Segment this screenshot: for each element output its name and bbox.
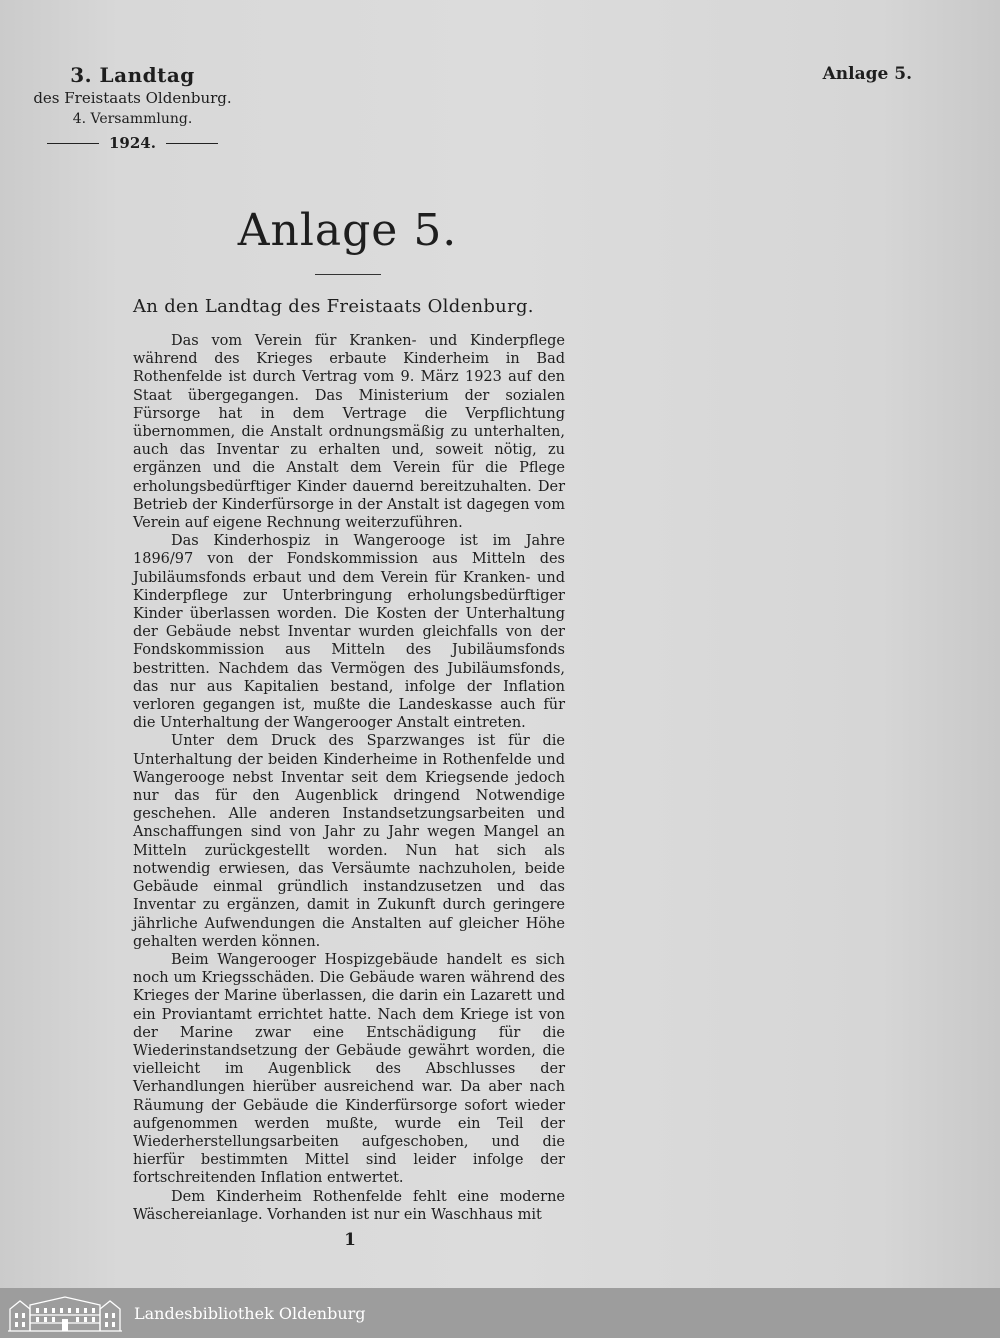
paragraph: Das Kinderhospiz in Wangerooge ist im Jahre 1896/97 von der Fondskommission aus Mitteln des Jubiläumsfonds erbaut und dem Verein für Kranken- und Kinderpflege zur Unterbringung erholungsbedürftiger Kinder überlassen worden. Die Kosten der Unterhaltung der Gebäude nebst Inventar wurden gleichfalls von der Fondskommission aus Mitteln des Jubiläumsfonds bestritten. Nachdem das Vermögen des Jubiläumsfonds, das nur aus Kapitalien bestand, infolge der Inflation verloren gegangen ist, mußte die Landeskasse auch für die Unterhaltung der Wangerooger Anstalt eintreten. xyxy=(133,533,565,732)
state-label: des Freistaats Oldenburg. xyxy=(33,89,232,107)
paragraph: Dem Kinderheim Rothenfelde fehlt eine moderne Wäschereianlage. Vorhanden ist nur ein Waschhaus mit xyxy=(133,1188,565,1223)
paragraph: Unter dem Druck des Sparzwanges ist für die Unterhaltung der beiden Kinderheime in Rothenfelde und Wangerooge nebst Inventar seit dem Kriegsende jedoch nur das für den Augenblick dringend Notwendige geschehen. Alle anderen Instandsetzungsarbeiten und Anschaffungen sind von Jahr zu Jahr wegen Mangel an Mitteln zurückgestellt worden. Nun hat sich als notwendig erwiesen, das Versäumte nachzuholen, beide Gebäude einmal gründlich instandzusetzen und das Inventar zu ergänzen, damit in Zukunft durch geringere jährliche Aufwendungen die Anstalten auf gleicher Höhe gehalten werden können. xyxy=(133,733,565,950)
session-label: 4. Versammlung. xyxy=(72,111,193,127)
title-divider xyxy=(315,274,381,275)
library-footer xyxy=(0,1288,1000,1338)
document-title: Anlage 5. xyxy=(237,205,458,256)
library-name: Landesbibliothek Oldenburg xyxy=(134,1303,366,1323)
body-text xyxy=(133,332,565,1224)
assembly-label: 3. Landtag xyxy=(70,63,195,87)
year-rule-right xyxy=(166,143,218,144)
page-number: 1 xyxy=(344,1230,356,1250)
header-left-block xyxy=(30,62,235,156)
year-rule-left xyxy=(47,143,99,144)
paragraph: Das vom Verein für Kranken- und Kinderpflege während des Krieges erbaute Kinderheim in Bad Rothenfelde ist durch Vertrag vom 9. März 1923 auf den Staat übergegangen. Das Ministerium der sozialen Fürsorge hat in dem Vertrage die Verpflichtung übernommen, die Anstalt ordnungsmäßig zu unterhalten, auch das Inventar zu erhalten und, soweit nötig, zu ergänzen und die Anstalt dem Verein für die Pflege erholungsbedürftiger Kinder dauernd bereitzuhalten. Der Betrieb der Kinderfürsorge in der Anstalt ist dagegen vom Verein auf eigene Rechnung weiterzuführen. xyxy=(133,333,565,532)
year-line xyxy=(30,130,235,156)
library-building-icon xyxy=(6,1291,124,1335)
addressee-line: An den Landtag des Freistaats Oldenburg. xyxy=(133,296,534,317)
paragraph: Beim Wangerooger Hospizgebäude handelt es sich noch um Kriegsschäden. Die Gebäude waren während des Krieges der Marine überlassen, die darin ein Lazarett und ein Proviantamt errichtet hatte. Nach dem Kriege ist von der Marine zwar eine Entschädigung für die Wiederinstandsetzung der Gebäude gewährt worden, die vielleicht im Augenblick des Abschlusses der Verhandlungen hierüber ausreichend war. Da aber nach Räumung der Gebäude die Kinderfürsorge sofort wieder aufgenommen werden mußte, wurde ein Teil der Wiederherstellungsarbeiten aufgeschoben, und die hierfür bestimmten Mittel sind leider infolge der fortschreitenden Inflation entwertet. xyxy=(133,951,565,1187)
appendix-reference: Anlage 5. xyxy=(822,64,912,84)
year-label: 1924. xyxy=(109,134,156,152)
